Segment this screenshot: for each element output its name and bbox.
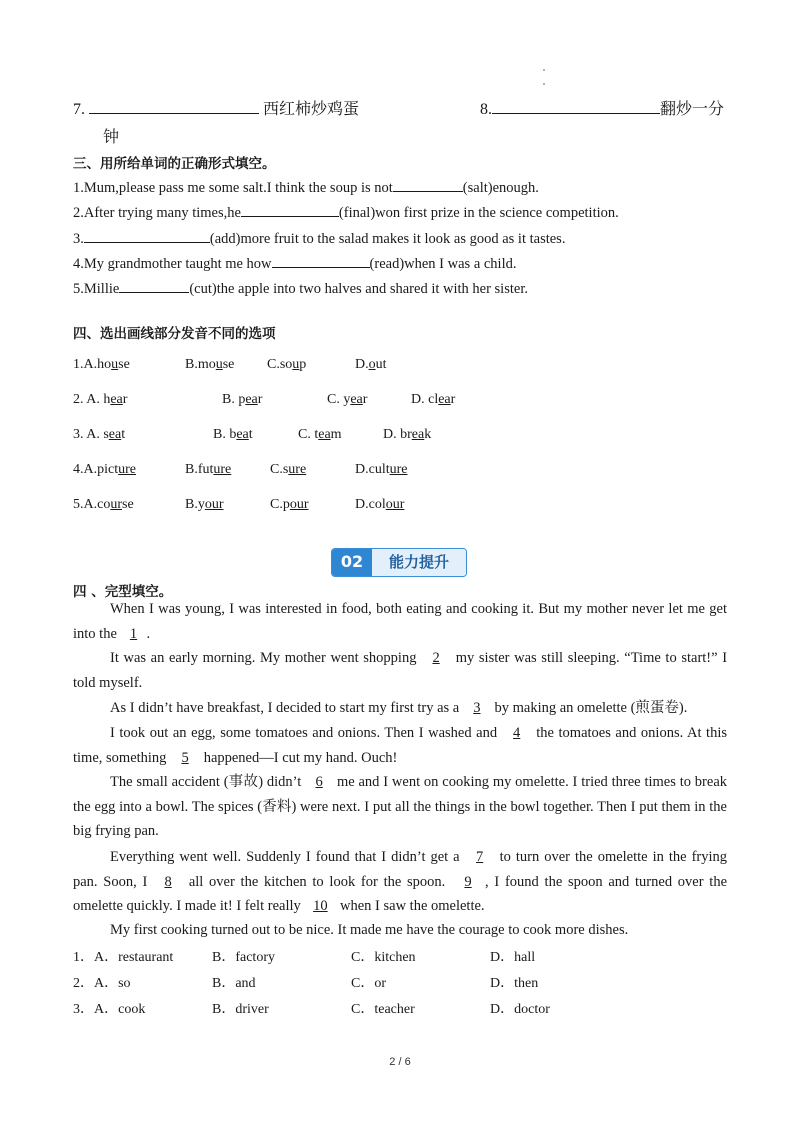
choice-option[interactable]: 2．A．so: [73, 976, 131, 991]
option-text: 2. A. h: [73, 392, 111, 407]
blank-number[interactable]: 3: [473, 700, 481, 716]
option-text: se: [222, 357, 235, 372]
cloze-paragraph-4: [73, 721, 727, 770]
question-7-number: 7.: [73, 101, 85, 118]
blank-number[interactable]: 8: [164, 873, 172, 890]
option-text: t: [248, 427, 253, 442]
cloze-text: .: [146, 625, 151, 642]
fill-item-5: [73, 278, 528, 298]
fill-item-text: 5.Millie: [73, 281, 120, 297]
cloze-paragraph-6: [73, 845, 727, 919]
answer-blank[interactable]: [89, 99, 259, 114]
underlined-letters: ure: [389, 462, 408, 477]
answer-blank[interactable]: [492, 99, 660, 114]
option-text: se: [118, 357, 130, 372]
fill-item-3: [73, 228, 565, 248]
cloze-text: the tomatoes and onions. At this time, something: [73, 725, 727, 766]
pronunciation-option[interactable]: [270, 497, 309, 513]
question-8-number: 8.: [480, 101, 492, 118]
blank-number[interactable]: 7: [476, 849, 484, 865]
choice-option[interactable]: D．then: [490, 976, 539, 991]
scan-speck: [543, 69, 545, 71]
fill-item-4: [73, 253, 517, 273]
option-text: C. t: [298, 427, 319, 442]
section-5-heading: 四 、完型填空。: [73, 584, 173, 600]
answer-blank[interactable]: [119, 278, 189, 293]
option-text: B.y: [185, 497, 205, 512]
pronunciation-option[interactable]: [73, 462, 136, 478]
cloze-text: It was an early morning. My mother went shopping: [110, 650, 417, 666]
choice-option[interactable]: 1．A．restaurant: [73, 950, 174, 965]
pronunciation-option[interactable]: [355, 497, 404, 513]
answer-blank[interactable]: [241, 202, 339, 217]
question-8-text: 翻炒一分: [660, 99, 725, 118]
option-text: r: [362, 392, 368, 407]
cloze-text: happened—I cut my hand. Ouch!: [203, 749, 398, 766]
question-7: [73, 96, 359, 119]
choice-option[interactable]: C．teacher: [351, 1002, 415, 1017]
option-text: B.mo: [185, 357, 216, 372]
blank-number[interactable]: 5: [181, 749, 189, 766]
answer-blank[interactable]: [272, 253, 370, 268]
badge-title: 能力提升: [372, 549, 466, 576]
option-text: r: [257, 392, 263, 407]
option-text: 4.A.pict: [73, 462, 119, 477]
choice-option[interactable]: C．kitchen: [351, 950, 416, 965]
option-text: m: [330, 427, 342, 442]
blank-number[interactable]: 1: [129, 625, 138, 642]
fill-item-text: (read)when I was a child.: [369, 256, 517, 272]
option-text: p: [299, 357, 307, 372]
blank-number[interactable]: 9: [464, 873, 472, 890]
fill-item-text: 2.After trying many times,he: [73, 205, 241, 221]
cloze-text: I took out an egg, some tomatoes and onions. Then I washed and: [110, 725, 498, 741]
pronunciation-option[interactable]: [222, 392, 262, 408]
pronunciation-option[interactable]: [327, 392, 367, 408]
blank-number[interactable]: 10: [313, 898, 328, 915]
cloze-paragraph-3: [73, 696, 727, 721]
option-text: D.: [355, 357, 369, 372]
fill-item-2: [73, 202, 619, 222]
cloze-text: me and I went on cooking my omelette. I tried three times to break the egg into a bowl. The spices (香料) were next. I put all the things in the bowl together. Then I put them in the big frying pan.: [73, 774, 728, 840]
underlined-letters: ea: [110, 392, 123, 407]
fill-item-text: 4.My grandmother taught me how: [73, 256, 272, 272]
option-text: D. br: [383, 427, 412, 442]
pronunciation-option[interactable]: [185, 357, 234, 373]
option-text: B. p: [222, 392, 246, 407]
underlined-letters: our: [204, 497, 224, 512]
pronunciation-option[interactable]: [411, 392, 455, 408]
option-text: B. b: [213, 427, 237, 442]
section-badge: [331, 548, 467, 577]
cloze-text: When I was young, I was interested in food, both eating and cooking it. But my mother never let me get into the: [73, 601, 727, 642]
fill-item-text: (cut)the apple into two halves and shared it with her sister.: [189, 281, 528, 297]
underlined-letters: ure: [118, 462, 136, 477]
option-text: 5.A.co: [73, 497, 111, 512]
cloze-text: when I saw the omelette.: [340, 898, 485, 915]
cloze-paragraph-5: [73, 770, 727, 844]
fill-item-text: 3.: [73, 231, 84, 247]
question-8: [480, 96, 724, 119]
choice-option[interactable]: C．or: [351, 976, 386, 991]
question-8-continuation: 钟: [103, 127, 120, 146]
pronunciation-option[interactable]: [355, 357, 387, 373]
answer-blank[interactable]: [393, 177, 463, 192]
option-text: ut: [375, 357, 387, 372]
cloze-text: my sister was still sleeping. “Time to start!” I told myself.: [73, 650, 728, 691]
choice-option[interactable]: B．driver: [212, 1002, 269, 1017]
underlined-letters: ea: [108, 427, 122, 442]
underlined-letters: ur: [110, 497, 122, 512]
pronunciation-option[interactable]: [298, 427, 342, 443]
pronunciation-option[interactable]: [73, 357, 130, 373]
pronunciation-option[interactable]: [185, 497, 224, 513]
choice-option[interactable]: D．doctor: [490, 1002, 550, 1017]
underlined-letters: our: [289, 497, 309, 512]
underlined-letters: ure: [288, 462, 307, 477]
pronunciation-option[interactable]: [73, 392, 127, 408]
option-text: C. y: [327, 392, 351, 407]
underlined-letters: ea: [350, 392, 363, 407]
option-text: C.so: [267, 357, 293, 372]
choice-option[interactable]: B．and: [212, 976, 256, 991]
answer-blank[interactable]: [84, 228, 210, 243]
choice-option[interactable]: B．factory: [212, 950, 275, 965]
question-7-text: 西红柿炒鸡蛋: [263, 99, 360, 118]
cloze-text: As I didn’t have breakfast, I decided to start my first try as a: [110, 700, 460, 716]
section-3-heading: 三、用所给单词的正确形式填空。: [73, 156, 276, 172]
cloze-paragraph-2: [73, 646, 727, 695]
page-number: 2 / 6: [389, 1056, 411, 1068]
option-text: B.fut: [185, 462, 214, 477]
option-text: D.cult: [355, 462, 390, 477]
underlined-letters: u: [215, 357, 223, 372]
option-text: r: [122, 392, 128, 407]
option-text: D.col: [355, 497, 386, 512]
cloze-text: Everything went well. Suddenly I found that I didn’t get a: [110, 849, 460, 865]
pronunciation-option[interactable]: [185, 462, 231, 478]
option-text: r: [450, 392, 456, 407]
cloze-text: My first cooking turned out to be nice. It made me have the courage to cook more dishes.: [110, 922, 629, 938]
option-text: C.p: [270, 497, 290, 512]
blank-number[interactable]: 6: [315, 774, 323, 790]
pronunciation-option[interactable]: [73, 427, 125, 443]
pronunciation-option[interactable]: [383, 427, 431, 443]
underlined-letters: ea: [245, 392, 258, 407]
option-text: t: [121, 427, 126, 442]
option-text: se: [122, 497, 134, 512]
pronunciation-option[interactable]: [270, 462, 306, 478]
underlined-letters: our: [385, 497, 405, 512]
option-text: k: [424, 427, 432, 442]
option-text: C.s: [270, 462, 289, 477]
badge-number: 02: [332, 549, 372, 576]
fill-item-text: (add)more fruit to the salad makes it look as good as it tastes.: [209, 231, 566, 247]
cloze-text: all over the kitchen to look for the spoon.: [188, 873, 446, 890]
pronunciation-option[interactable]: [355, 462, 408, 478]
underlined-letters: ea: [438, 392, 451, 407]
option-text: 1.A.ho: [73, 357, 112, 372]
choice-option[interactable]: 3．A．cook: [73, 1002, 146, 1017]
cloze-text: , I found the spoon and turned over the omelette quickly. I made it! I felt really: [73, 873, 728, 915]
fill-item-text: (final)won first prize in the science competition.: [338, 205, 619, 221]
cloze-text: to turn over the omelette in the frying pan. Soon, I: [73, 849, 728, 890]
underlined-letters: ure: [213, 462, 232, 477]
underlined-letters: ea: [318, 427, 331, 442]
cloze-paragraph-1: [73, 597, 727, 646]
fill-item-text: 1.Mum,please pass me some salt.I think the soup is not: [73, 180, 393, 196]
fill-item-1: [73, 177, 539, 197]
underlined-letters: u: [111, 357, 119, 372]
underlined-letters: u: [292, 357, 300, 372]
underlined-letters: ea: [236, 427, 249, 442]
choice-option[interactable]: D．hall: [490, 950, 536, 965]
pronunciation-option[interactable]: [267, 357, 306, 373]
pronunciation-option[interactable]: [73, 497, 134, 513]
underlined-letters: o: [368, 357, 376, 372]
cloze-paragraph-7: [73, 918, 727, 943]
cloze-text: The small accident (事故) didn’t: [110, 774, 302, 790]
underlined-letters: ea: [411, 427, 425, 442]
blank-number[interactable]: 4: [513, 725, 521, 741]
section-4-heading: 四、选出画线部分发音不同的选项: [73, 326, 276, 342]
cloze-text: by making an omelette (煎蛋卷).: [494, 700, 688, 716]
blank-number[interactable]: 2: [432, 650, 440, 666]
fill-item-text: (salt)enough.: [462, 180, 539, 196]
scan-speck: [543, 83, 545, 85]
option-text: 3. A. s: [73, 427, 109, 442]
option-text: D. cl: [411, 392, 439, 407]
pronunciation-option[interactable]: [213, 427, 253, 443]
